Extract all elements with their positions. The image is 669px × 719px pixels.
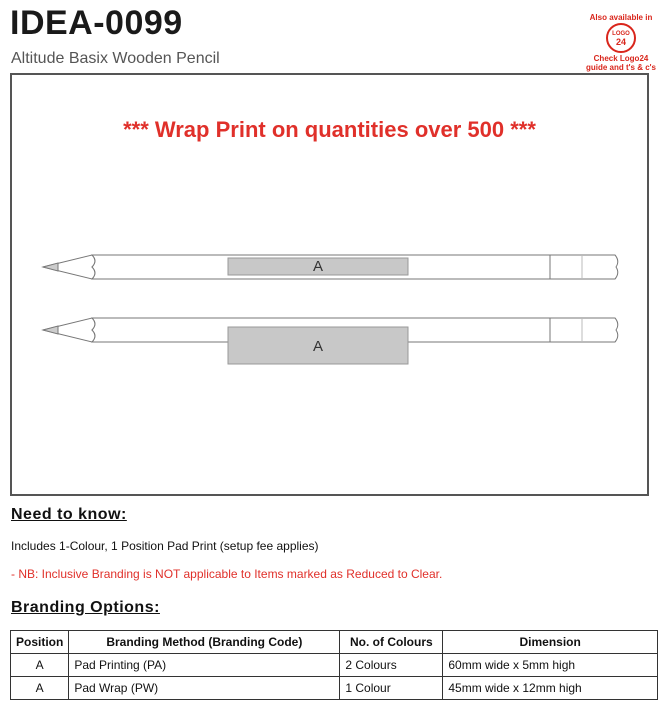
table-row — [11, 654, 658, 677]
table-header-row — [11, 631, 658, 654]
logo-line2: 24 — [615, 37, 626, 47]
branding-options-table — [10, 630, 658, 700]
cell-method: Pad Printing (PA) — [69, 654, 340, 677]
need-to-know-heading: Need to know: — [11, 506, 127, 523]
cell-position: A — [11, 654, 69, 677]
logo-badge-bottom-line1: Check Logo24 — [593, 54, 649, 63]
logo-line1: LOGO — [612, 31, 630, 37]
cell-colours: 2 Colours — [340, 654, 443, 677]
wrap-print-note: *** Wrap Print on quantities over 500 *** — [123, 117, 536, 142]
need-to-know-line1: Includes 1-Colour, 1 Position Pad Print (setup fee applies) — [11, 539, 319, 553]
logo-badge-bottom-line2: guide and t's & c's — [585, 63, 657, 72]
logo24-icon — [606, 23, 636, 53]
column-header-colours: No. of Colours — [340, 631, 443, 654]
cell-method: Pad Wrap (PW) — [69, 677, 340, 700]
cell-dimension: 45mm wide x 12mm high — [443, 677, 658, 700]
column-header-dimension: Dimension — [443, 631, 658, 654]
product-name: Altitude Basix Wooden Pencil — [11, 50, 220, 67]
pencil-1-area-label: A — [312, 258, 324, 275]
pencil-diagram — [12, 75, 647, 494]
logo-badge-top-text: Also available in — [589, 13, 653, 22]
branding-options-heading: Branding Options: — [11, 599, 160, 616]
cell-colours: 1 Colour — [340, 677, 443, 700]
table-row — [11, 677, 658, 700]
need-to-know-line2: - NB: Inclusive Branding is NOT applicable to Items marked as Reduced to Clear. — [11, 567, 443, 581]
column-header-position: Position — [11, 631, 69, 654]
column-header-method: Branding Method (Branding Code) — [69, 631, 340, 654]
cell-position: A — [11, 677, 69, 700]
pencil-2-area-label: A — [312, 338, 324, 355]
logo24-badge — [578, 13, 664, 72]
product-code: IDEA-0099 — [10, 4, 183, 42]
cell-dimension: 60mm wide x 5mm high — [443, 654, 658, 677]
product-diagram-frame — [10, 73, 649, 496]
